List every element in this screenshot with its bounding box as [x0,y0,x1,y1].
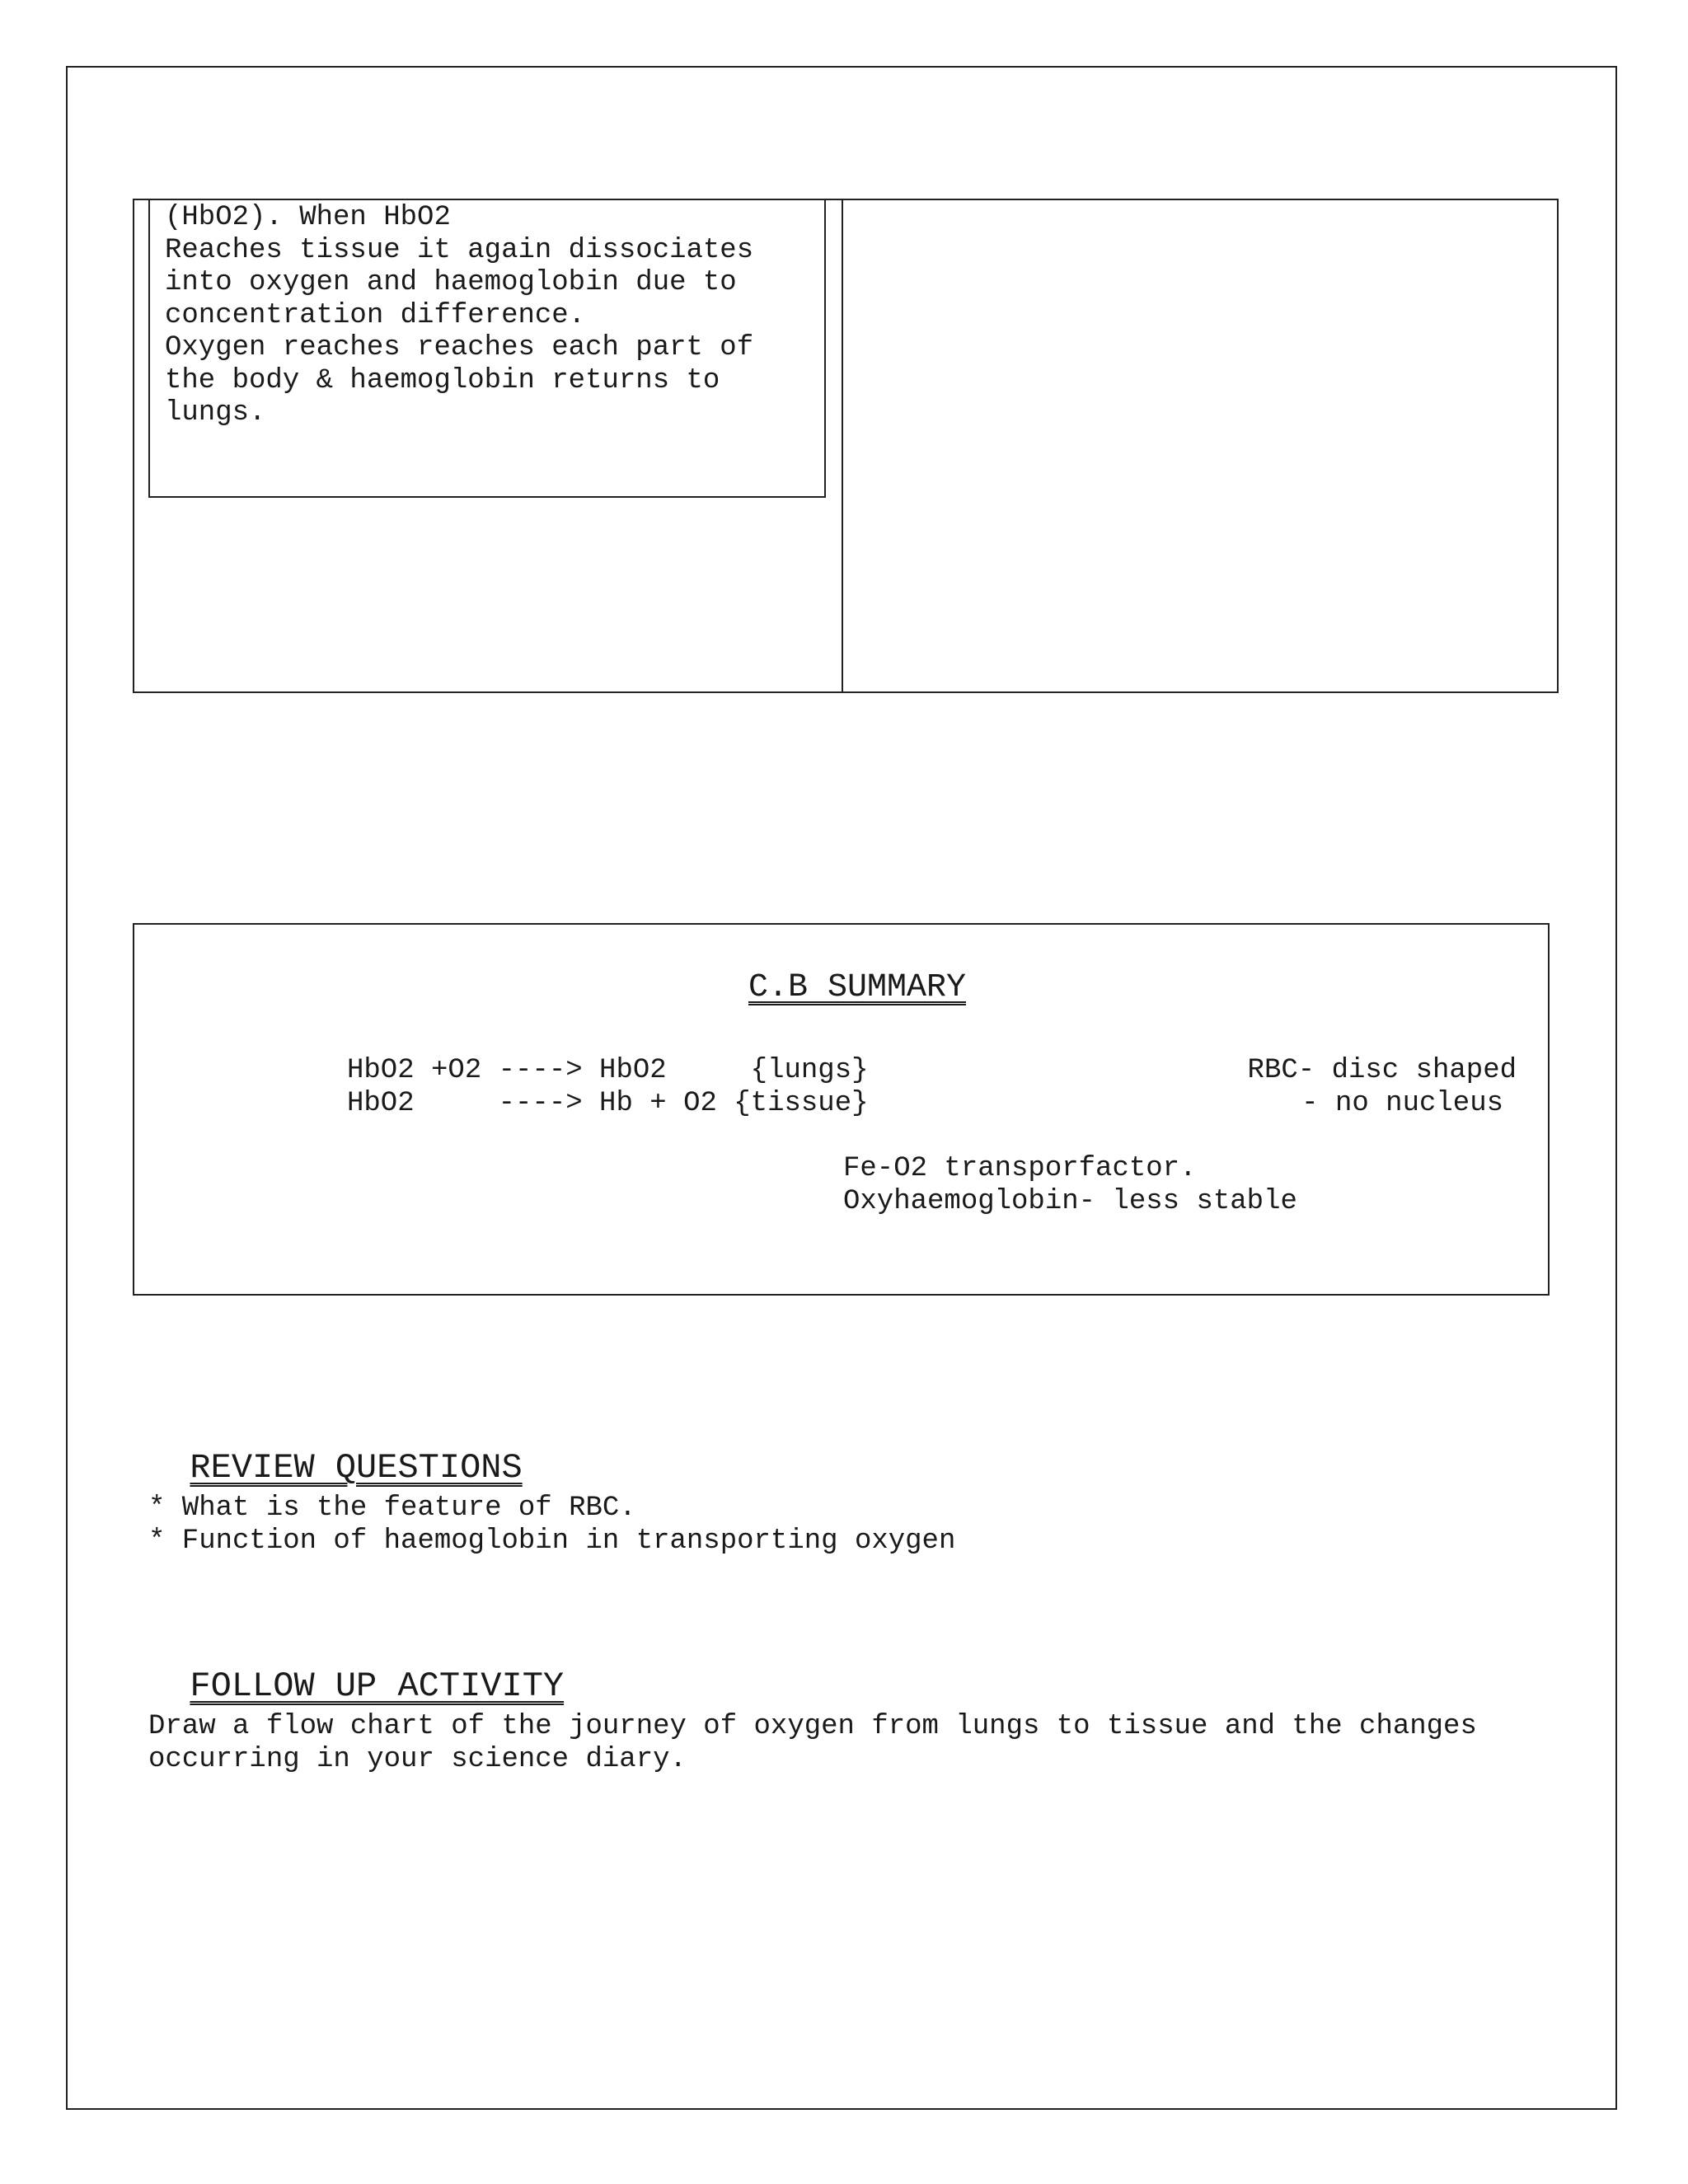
follow-up-line: occurring in your science diary. [148,1743,687,1775]
review-questions-heading [148,1406,523,1488]
explanation-textbox [148,199,826,498]
follow-up-heading-text: FOLLOW UP ACTIVITY [190,1666,565,1706]
summary-box [133,923,1550,1296]
table-column-divider [842,200,843,691]
rbc-note-line: RBC- disc shaped [1247,1055,1517,1086]
textbox-line: the body & haemoglobin returns to [165,364,720,396]
follow-up-text [148,1711,1477,1776]
rbc-notes [1248,1055,1517,1120]
follow-up-line: Draw a flow chart of the journey of oxygen from lungs to tissue and the changes [148,1711,1477,1742]
review-question: * Function of haemoglobin in transporting oxygen [148,1525,956,1557]
textbox-line: concentration difference. [165,299,586,331]
textbox-line: into oxygen and haemoglobin due to [165,267,737,298]
textbox-line: lungs. [165,397,266,429]
fe-note-line: Oxyhaemoglobin- less stable [843,1185,1297,1217]
summary-title-text: C.B SUMMARY [748,969,967,1006]
fe-note-line: Fe-O2 transporfactor. [843,1153,1197,1184]
textbox-line: Oxygen reaches reaches each part of [165,332,754,363]
textbox-line: (HbO2). When HbO2 [165,202,451,233]
equation-line: HbO2 +O2 ----> HbO2 {lungs} [347,1055,869,1086]
review-heading-text: REVIEW QUESTIONS [190,1448,523,1488]
follow-up-heading [148,1624,564,1707]
review-question: * What is the feature of RBC. [148,1493,636,1524]
textbox-line: Reaches tissue it again dissociates [165,234,754,266]
summary-equations [347,1055,869,1120]
equation-line: HbO2 ----> Hb + O2 {tissue} [347,1087,869,1119]
rbc-note-line: - no nucleus [1301,1087,1503,1119]
fe-notes [843,1153,1297,1218]
review-questions-list [148,1493,955,1558]
summary-title [134,929,1548,1047]
